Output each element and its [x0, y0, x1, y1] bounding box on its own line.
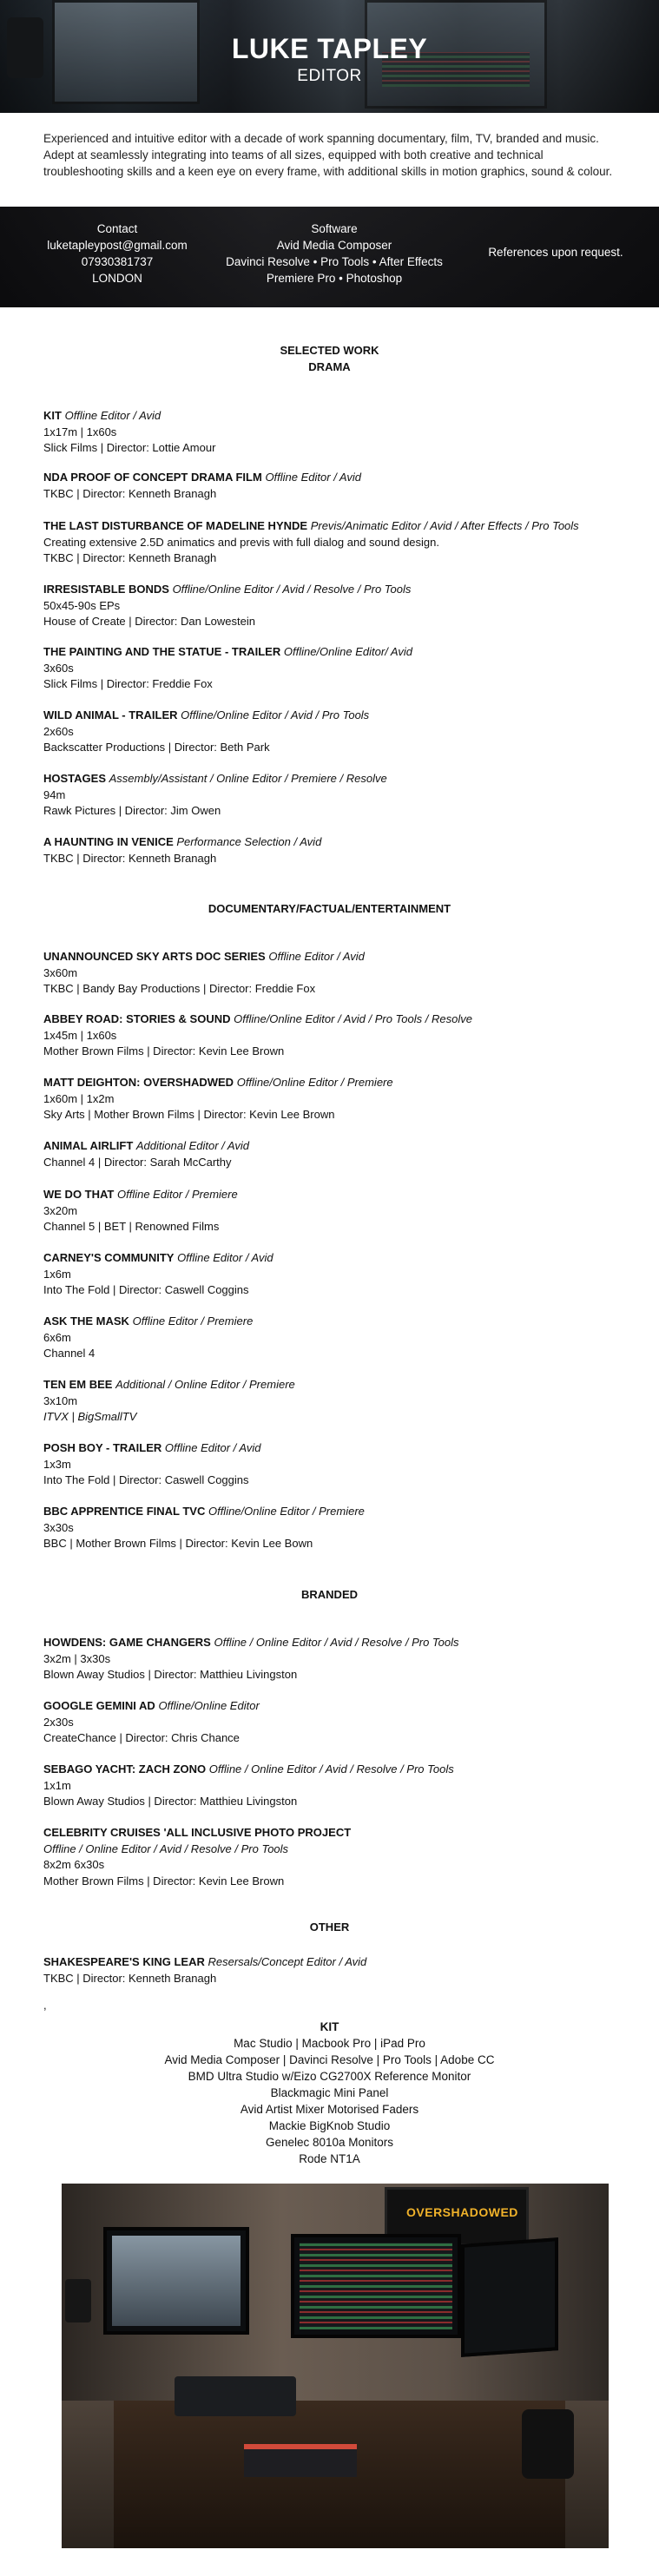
credit-detail: Creating extensive 2.5D animatics and previs with full dialog and sound design.	[43, 535, 439, 549]
credit-heading	[43, 1504, 634, 1520]
credit-detail: Channel 4 | Director: Sarah McCarthy	[43, 1155, 232, 1169]
credit-detail: ITVX | BigSmallTV	[43, 1410, 137, 1423]
credit-role: Offline/Online Editor	[158, 1699, 260, 1712]
page-subtitle: EDITOR	[297, 67, 362, 85]
credit-detail: Into The Fold | Director: Caswell Coggins	[43, 1473, 249, 1486]
section-subheading: DRAMA	[308, 360, 351, 373]
kit-title: KIT	[320, 2020, 339, 2033]
credit-entry	[43, 408, 634, 457]
credit-entry	[43, 1187, 634, 1235]
software-title: Software	[311, 222, 358, 235]
credit-title: WILD ANIMAL - TRAILER	[43, 708, 178, 721]
credit-detail: 1x45m | 1x60s	[43, 1028, 117, 1042]
contact-phone[interactable]: 07930381737	[81, 255, 154, 268]
kit-item: Mackie BigKnob Studio	[268, 2119, 391, 2132]
credit-detail: TKBC | Director: Kenneth Branagh	[43, 1971, 217, 1985]
credit-entry	[43, 1504, 634, 1552]
header-banner	[0, 0, 659, 113]
kit-item: Mac Studio | Macbook Pro | iPad Pro	[234, 2037, 425, 2050]
credit-heading	[43, 1138, 634, 1155]
credit-detail: House of Create | Director: Dan Lowestein	[43, 615, 255, 628]
credit-detail: CreateChance | Director: Chris Chance	[43, 1731, 240, 1744]
credit-heading	[43, 1011, 634, 1028]
credit-detail: 2x60s	[43, 724, 74, 738]
kit-item: Blackmagic Mini Panel	[270, 2086, 389, 2099]
credit-detail: Rawk Pictures | Director: Jim Owen	[43, 804, 221, 817]
credit-role: Additional / Online Editor / Premiere	[115, 1378, 295, 1391]
credit-detail: 3x30s	[43, 1520, 74, 1534]
credit-title: POSH BOY - TRAILER	[43, 1441, 162, 1454]
credit-heading	[43, 1440, 634, 1457]
credit-role: Offline Editor / Avid	[177, 1251, 273, 1264]
credit-role: Offline Editor / Avid	[265, 471, 361, 484]
credit-entry	[43, 1635, 634, 1683]
credit-detail: 8x2m 6x30s	[43, 1858, 105, 1871]
credit-entry	[43, 1440, 634, 1489]
credit-detail: 94m	[43, 787, 66, 801]
credit-title: HOSTAGES	[43, 772, 106, 785]
contact-band	[0, 207, 659, 307]
credit-heading	[43, 1075, 634, 1091]
speaker-image	[65, 2279, 91, 2322]
section-title-branded: BRANDED	[301, 1588, 358, 1601]
credit-role: Resersals/Concept Editor / Avid	[208, 1955, 367, 1968]
credit-heading	[43, 1635, 634, 1651]
kit-item: Genelec 8010a Monitors	[265, 2136, 394, 2149]
credit-heading	[43, 1187, 634, 1203]
credit-detail: TKBC | Director: Kenneth Branagh	[43, 486, 217, 500]
credit-detail: 3x10m	[43, 1393, 78, 1407]
credit-entry	[43, 1377, 634, 1426]
credit-title: KIT	[43, 409, 62, 422]
poster-text: OVERSHADOWED	[406, 2205, 518, 2219]
credit-title: UNANNOUNCED SKY ARTS DOC SERIES	[43, 950, 266, 963]
software-line: Davinci Resolve • Pro Tools • After Effects	[226, 255, 443, 268]
monitor-image	[103, 2227, 249, 2335]
section-heading: SELECTED WORK	[280, 344, 379, 357]
keyboard-image	[244, 2444, 357, 2477]
credit-entry	[43, 1138, 634, 1170]
credit-detail: Into The Fold | Director: Caswell Coggins	[43, 1283, 249, 1296]
credit-role: Offline Editor / Premiere	[116, 1188, 238, 1201]
credit-entry	[43, 1314, 634, 1362]
credit-heading	[43, 644, 634, 661]
credit-role-line	[43, 1841, 634, 1858]
credit-detail: 1x1m	[43, 1778, 71, 1792]
credit-role: Offline/Online Editor / Premiere	[236, 1076, 393, 1089]
credit-title: HOWDENS: GAME CHANGERS	[43, 1636, 211, 1649]
credit-heading	[43, 408, 634, 425]
credit-role: Previs/Animatic Editor / Avid / After Effects / Pro Tools	[310, 519, 579, 532]
mixer-image	[175, 2376, 296, 2416]
credit-role: Additional Editor / Avid	[135, 1139, 249, 1152]
credit-heading	[43, 1954, 634, 1971]
credit-entry	[43, 1954, 634, 1986]
credit-title: THE PAINTING AND THE STATUE - TRAILER	[43, 645, 281, 658]
credit-role: Offline/Online Editor / Avid / Pro Tools / Resolve	[234, 1012, 472, 1025]
credit-detail: Backscatter Productions | Director: Beth Park	[43, 741, 270, 754]
credit-title: SEBAGO YACHT: ZACH ZONO	[43, 1762, 207, 1776]
credit-detail: TKBC | Bandy Bay Productions | Director: Freddie Fox	[43, 982, 316, 995]
credit-detail: 3x60s	[43, 661, 74, 675]
credit-role: Offline / Online Editor / Avid / Resolve / Pro Tools	[214, 1636, 459, 1649]
credit-heading	[43, 582, 634, 598]
credit-entry	[43, 582, 634, 630]
contact-email[interactable]: luketapleypost@gmail.com	[47, 239, 188, 252]
credit-detail: Blown Away Studios | Director: Matthieu Livingston	[43, 1668, 298, 1681]
credit-detail: 6x6m	[43, 1330, 71, 1344]
credit-title: TEN EM BEE	[43, 1378, 113, 1391]
credit-detail: 1x17m | 1x60s	[43, 425, 117, 438]
credit-role: Offline/Online Editor / Premiere	[208, 1505, 365, 1518]
credit-detail: Sky Arts | Mother Brown Films | Director: Kevin Lee Brown	[43, 1108, 335, 1121]
credit-title: CELEBRITY CRUISES 'ALL INCLUSIVE PHOTO PROJECT	[43, 1826, 352, 1839]
credit-entry	[43, 1825, 634, 1889]
credit-heading	[43, 1698, 634, 1715]
credit-entry	[43, 771, 634, 820]
kit-item: Rode NT1A	[299, 2152, 360, 2165]
credit-heading	[43, 1314, 634, 1330]
credit-heading	[43, 834, 634, 851]
contact-block	[35, 221, 200, 287]
credit-detail: 3x60m	[43, 965, 78, 979]
credit-heading	[43, 949, 634, 965]
credit-entry	[43, 470, 634, 502]
credit-title: GOOGLE GEMINI AD	[43, 1699, 155, 1712]
credit-entry	[43, 708, 634, 756]
credit-entry	[43, 1075, 634, 1123]
credit-entry	[43, 1250, 634, 1299]
credit-detail: 1x3m	[43, 1457, 71, 1471]
credit-detail: BBC | Mother Brown Films | Director: Kevin Lee Bown	[43, 1537, 313, 1550]
credit-role: Offline/Online Editor/ Avid	[283, 645, 412, 658]
kit-item: BMD Ultra Studio w/Eizo CG2700X Reference Monitor	[188, 2070, 471, 2083]
kit-item: Avid Media Composer | Davinci Resolve | Pro Tools | Adobe CC	[164, 2053, 495, 2066]
studio-photo	[62, 2184, 609, 2548]
credit-title: BBC APPRENTICE FINAL TVC	[43, 1505, 206, 1518]
credit-entry	[43, 644, 634, 693]
credit-role: Assembly/Assistant / Online Editor / Premiere / Resolve	[109, 772, 387, 785]
credit-role: Performance Selection / Avid	[176, 835, 322, 848]
credit-heading	[43, 1762, 634, 1778]
section-title-other: OTHER	[309, 1920, 350, 1934]
intro-paragraph: Experienced and intuitive editor with a decade of work spanning documentary, film, TV, branded and music. Adept at seamlessly integrating into teams of all sizes, equipped with both creative and technical troubleshooting skills and a keen eye on every frame, with additional skills in motion graphics, sound & colour.	[43, 132, 613, 178]
credit-role: Offline/Online Editor / Avid / Resolve / Pro Tools	[172, 583, 412, 596]
credit-title: WE DO THAT	[43, 1188, 115, 1201]
credit-title: ANIMAL AIRLIFT	[43, 1139, 134, 1152]
credit-heading	[43, 1377, 634, 1393]
credit-entry	[43, 834, 634, 866]
monitor-image	[461, 2237, 558, 2357]
credit-role: Offline Editor / Avid	[64, 409, 161, 422]
kit-item: Avid Artist Mixer Motorised Faders	[240, 2103, 419, 2116]
credit-title: THE LAST DISTURBANCE OF MADELINE HYNDE	[43, 519, 308, 532]
speaker-image	[522, 2409, 574, 2479]
software-block	[217, 221, 451, 287]
references-note: References upon request.	[488, 246, 623, 259]
credit-title: MATT DEIGHTON: OVERSHADWED	[43, 1076, 234, 1089]
credit-detail: 50x45-90s EPs	[43, 598, 121, 612]
credit-role: Offline Editor / Avid	[164, 1441, 261, 1454]
credit-title: NDA PROOF OF CONCEPT DRAMA FILM	[43, 471, 262, 484]
credit-role: Offline / Online Editor / Avid / Resolve / Pro Tools	[43, 1841, 289, 1855]
credit-heading	[43, 1250, 634, 1267]
credit-detail: 3x2m | 3x30s	[43, 1651, 111, 1665]
contact-location: LONDON	[92, 272, 142, 285]
credit-heading	[43, 771, 634, 787]
stray-mark: ,	[43, 1999, 47, 2012]
credit-entry	[43, 518, 634, 567]
credit-heading	[43, 708, 634, 724]
credit-title: ASK THE MASK	[43, 1314, 129, 1328]
credit-role: Offline Editor / Premiere	[132, 1314, 254, 1328]
monitor-image	[291, 2234, 461, 2338]
credit-detail: Channel 5 | BET | Renowned Films	[43, 1220, 220, 1233]
credit-heading	[43, 1825, 634, 1841]
credit-detail: Mother Brown Films | Director: Kevin Lee Brown	[43, 1044, 285, 1057]
contact-title: Contact	[96, 222, 138, 235]
credit-detail: TKBC | Director: Kenneth Branagh	[43, 551, 217, 564]
credit-entry	[43, 949, 634, 998]
credit-title: SHAKESPEARE'S KING LEAR	[43, 1955, 205, 1968]
credit-role: Offline / Online Editor / Avid / Resolve / Pro Tools	[208, 1762, 454, 1776]
credit-entry	[43, 1762, 634, 1810]
credit-title: A HAUNTING IN VENICE	[43, 835, 174, 848]
credit-title: ABBEY ROAD: STORIES & SOUND	[43, 1012, 231, 1025]
credit-role: Offline/Online Editor / Avid / Pro Tools	[181, 708, 370, 721]
credit-detail: Blown Away Studios | Director: Matthieu Livingston	[43, 1795, 298, 1808]
software-line: Premiere Pro • Photoshop	[266, 272, 403, 285]
credit-title: IRRESISTABLE BONDS	[43, 583, 169, 596]
credit-detail: 3x20m	[43, 1203, 78, 1217]
credit-detail: Mother Brown Films | Director: Kevin Lee Brown	[43, 1874, 285, 1888]
credit-detail: TKBC | Director: Kenneth Branagh	[43, 851, 217, 865]
section-title-selected-work	[0, 342, 659, 375]
credit-entry	[43, 1698, 634, 1747]
credit-detail: Channel 4	[43, 1347, 96, 1360]
software-line: Avid Media Composer	[276, 239, 392, 252]
credit-detail: Slick Films | Director: Freddie Fox	[43, 677, 213, 690]
credit-detail: 1x6m	[43, 1267, 71, 1281]
credit-role: Offline Editor / Avid	[268, 950, 365, 963]
kit-section	[0, 2019, 659, 2167]
credit-entry	[43, 1011, 634, 1060]
credit-detail: Slick Films | Director: Lottie Amour	[43, 441, 216, 454]
credit-detail: 1x60m | 1x2m	[43, 1091, 115, 1105]
credit-heading	[43, 518, 634, 535]
page-title: LUKE TAPLEY	[231, 33, 428, 64]
section-title-documentary: DOCUMENTARY/FACTUAL/ENTERTAINMENT	[208, 902, 451, 915]
credit-title: CARNEY'S COMMUNITY	[43, 1251, 175, 1264]
credit-heading	[43, 470, 634, 486]
credit-detail: 2x30s	[43, 1715, 74, 1729]
